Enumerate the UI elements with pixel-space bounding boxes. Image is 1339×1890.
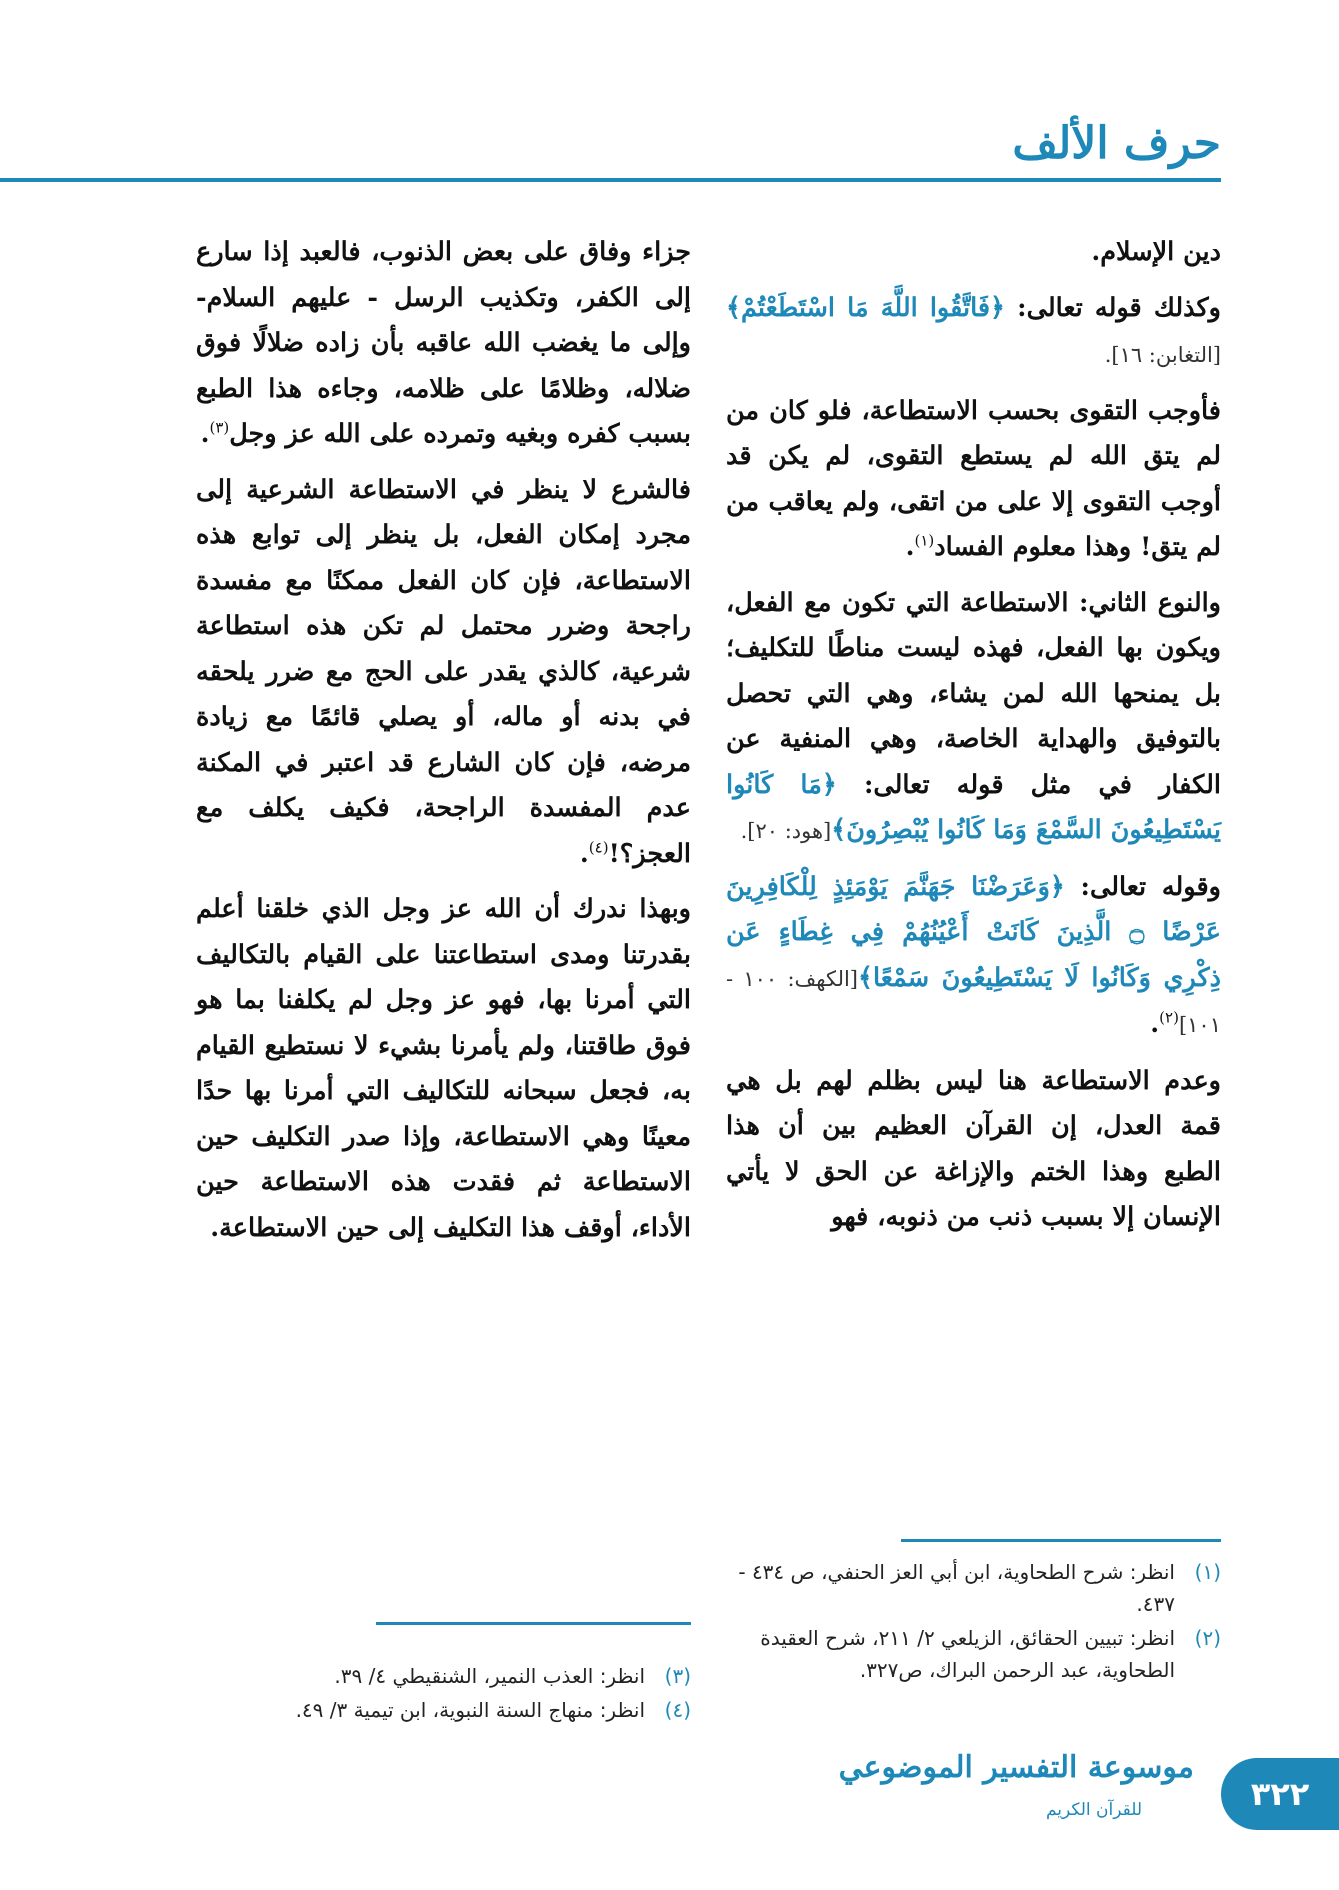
quran-verse: ﴿فَاتَّقُوا اللَّهَ مَا اسْتَطَعْتُمْ﴾	[726, 292, 1005, 323]
footnote	[196, 1660, 691, 1692]
footnote-marker: (٣)	[209, 418, 230, 437]
footnote	[196, 1694, 691, 1726]
paragraph	[196, 468, 691, 878]
footnote-text: انظر: العذب النمير، الشنقيطي ٤/ ٣٩.	[334, 1664, 645, 1688]
footnote	[726, 1622, 1221, 1686]
page-number-badge	[1221, 1758, 1339, 1830]
footnote-number: (١)	[1194, 1560, 1221, 1584]
footnote-number: (٢)	[1194, 1626, 1221, 1650]
verse-reference: [هود: ٢٠].	[740, 819, 832, 843]
paragraph	[726, 581, 1221, 855]
paragraph	[726, 865, 1221, 1049]
verse-reference: [الكهف: ١٠٠ - ١٠١]	[726, 966, 1221, 1037]
header-divider	[0, 178, 1221, 182]
footnotes-left	[196, 1660, 691, 1728]
paragraph-end: .	[905, 532, 915, 562]
paragraph-text: وكذلك قوله تعالى:	[1005, 292, 1221, 323]
footnote-number: (٣)	[664, 1664, 691, 1688]
footnote-text: انظر: تبيين الحقائق، الزيلعي ٢/ ٢١١، شرح العقيدة الطحاوية، عبد الرحمن البراك، ص٣٢٧.	[760, 1626, 1175, 1682]
paragraph	[726, 230, 1221, 276]
page-number: ٣٢٢	[1250, 1775, 1310, 1813]
paragraph-text: وبهذا ندرك أن الله عز وجل الذي خلقنا أعلم بقدرتنا ومدى استطاعتنا على القيام بالتكاليف التي أمرنا بها، فهو عز وجل لم يكلفنا بما هو فوق طاقتنا، ولم يأمرنا بشيء لا نستطيع القيام به، فجعل سبحانه للتكاليف التي أمرنا بها حدًا معينًا وهي الاستطاعة، وإذا صدر التكليف حين الاستطاعة ثم فقدت هذه الاستطاعة حين الأداء، أوقف هذا التكليف إلى حين الاستطاعة.	[196, 894, 691, 1243]
logo-title: موسوعة التفسير الموضوعي	[838, 1750, 1194, 1785]
encyclopedia-logo	[838, 1742, 1194, 1842]
paragraph-text: وعدم الاستطاعة هنا ليس بظلم لهم بل هي قمة العدل، إن القرآن العظيم بين أن هذا الطبع وهذا الختم والإزاغة عن الحق لا يأتي الإنسان إلا بسبب ذنب من ذنوبه، فهو	[726, 1065, 1221, 1232]
footnote-divider	[376, 1622, 691, 1625]
paragraph-text: وقوله تعالى:	[1064, 871, 1221, 902]
footnote-text: انظر: شرح الطحاوية، ابن أبي العز الحنفي، ص ٤٣٤ - ٤٣٧.	[738, 1560, 1175, 1616]
footnote-marker: (١)	[914, 531, 935, 550]
paragraph-end: .	[1150, 1009, 1160, 1039]
paragraph-text: فأوجب التقوى بحسب الاستطاعة، فلو كان من لم يتق الله لم يستطع التقوى، لم يكن قد أوجب التقوى إلا على من اتقى، ولم يعاقب من لم يتق! وهذا معلوم الفساد	[726, 395, 1221, 562]
paragraph	[196, 887, 691, 1251]
paragraph-end: .	[579, 838, 589, 869]
paragraph-text: دين الإسلام.	[1091, 237, 1221, 267]
footnote-marker: (٤)	[588, 838, 609, 856]
right-column	[726, 230, 1221, 1241]
chapter-title: حرف الألف	[1012, 118, 1221, 169]
paragraph	[196, 230, 691, 458]
quran-verse: ﴿وَعَرَضْنَا جَهَنَّمَ يَوْمَئِذٍ لِلْكَافِرِينَ عَرْضًا ۝ الَّذِينَ كَانَتْ أَعْيُنُهُمْ فِي غِطَاءٍ عَن ذِكْرِي وَكَانُوا لَا يَسْتَطِيعُونَ سَمْعًا﴾	[726, 871, 1221, 993]
logo-subtitle: للقرآن الكريم	[1045, 1800, 1143, 1820]
left-column	[196, 230, 691, 1251]
footnotes-right	[726, 1556, 1221, 1688]
paragraph	[726, 1059, 1221, 1241]
verse-reference: [التغابن: ١٦].	[1104, 343, 1221, 367]
quran-verse: ﴿مَا كَانُوا يَسْتَطِيعُونَ السَّمْعَ وَمَا كَانُوا يُبْصِرُونَ﴾	[726, 769, 1221, 845]
footnote	[726, 1556, 1221, 1620]
paragraph-end: .	[200, 419, 210, 449]
footnote-divider	[901, 1539, 1221, 1542]
paragraph	[726, 389, 1221, 571]
footnote-number: (٤)	[664, 1698, 691, 1722]
paragraph-text: جزاء وفاق على بعض الذنوب، فالعبد إذا سارع إلى الكفر، وتكذيب الرسل - عليهم السلام- وإلى ما يغضب الله عاقبه بأن زاده ضلالًا فوق ضلاله، وظلامًا على ظلامه، وجاءه هذا الطبع بسبب كفره وبغيه وتمرده على الله عز وجل	[196, 237, 691, 449]
footnote-text: انظر: منهاج السنة النبوية، ابن تيمية ٣/ ٤٩.	[295, 1698, 645, 1722]
paragraph-text: فالشرع لا ينظر في الاستطاعة الشرعية إلى مجرد إمكان الفعل، بل ينظر إلى توابع هذه الاستطاعة، فإن كان الفعل ممكنًا مع مفسدة راجحة وضرر محتمل لم تكن هذه استطاعة شرعية، كالذي يقدر على الحج مع ضرر يلحقه في بدنه أو ماله، أو يصلي قائمًا مع زيادة مرضه، فإن كان الشارع قد اعتبر في المكنة عدم المفسدة الراجحة، فكيف يكلف مع العجز؟!	[196, 474, 691, 869]
paragraph	[726, 286, 1221, 379]
paragraph-text: والنوع الثاني: الاستطاعة التي تكون مع الفعل، ويكون بها الفعل، فهذه ليست مناطًا للتكليف؛ بل يمنحها الله لمن يشاء، وهي التي تحصل بالتوفيق والهداية الخاصة، وهي المنفية عن الكفار في مثل قوله تعالى:	[726, 587, 1222, 800]
footnote-marker: (٢)	[1159, 1008, 1179, 1027]
